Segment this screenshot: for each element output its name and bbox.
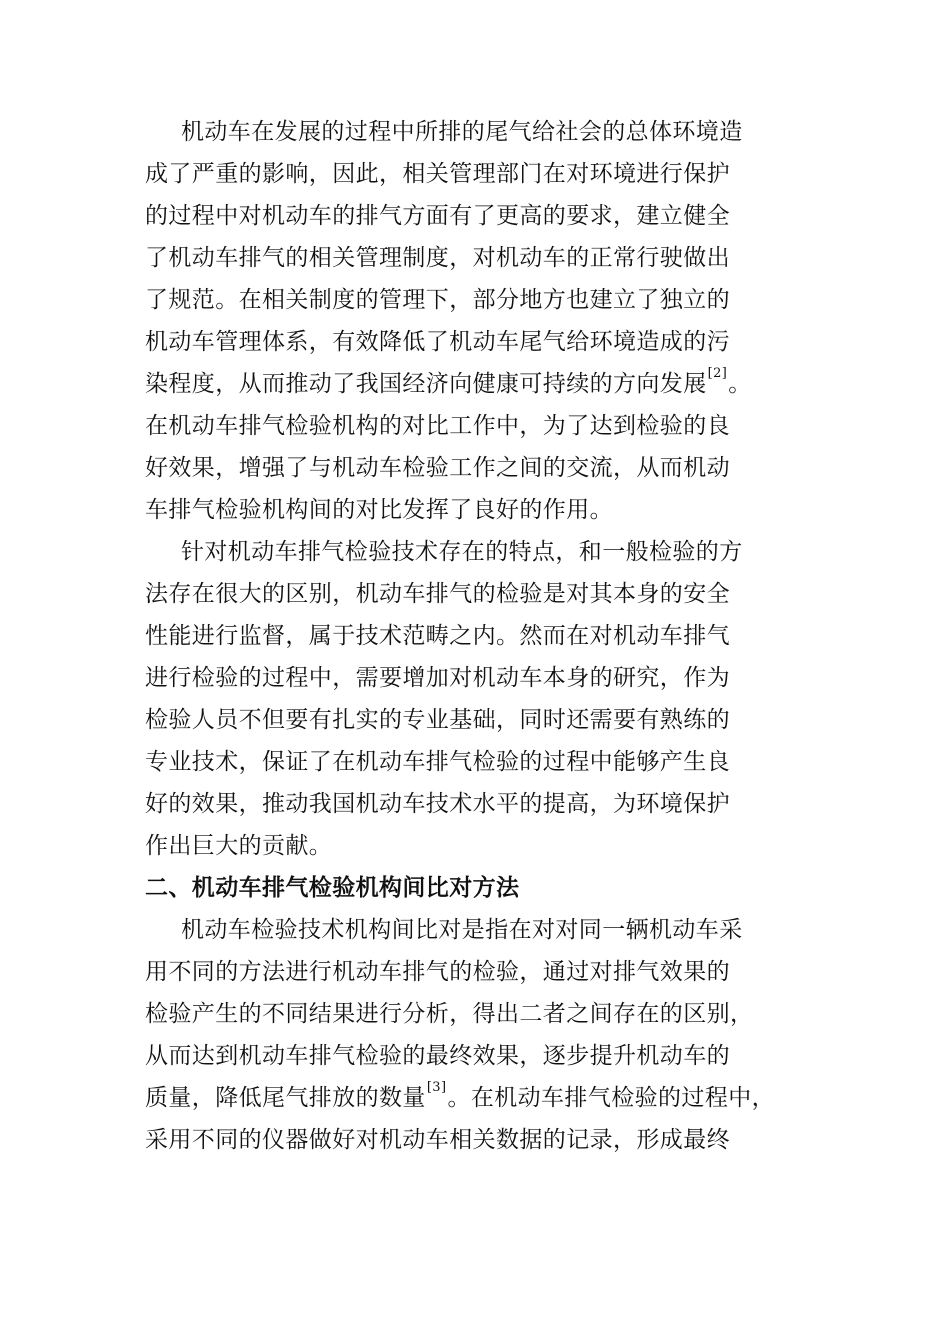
text-line: 法存在很大的区别，机动车排气的检验是对其本身的安全 [145, 581, 730, 607]
text-line: 专业技术，保证了在机动车排气检验的过程中能够产生良 [145, 749, 730, 775]
text-line-with-citation [145, 1077, 835, 1119]
text-line: 了规范。在相关制度的管理下，部分地方也建立了独立的 [145, 287, 730, 313]
text-line: 从而达到机动车排气检验的最终效果，逐步提升机动车的 [145, 1043, 730, 1069]
text-line: 机动车管理体系，有效降低了机动车尾气给环境造成的污 [145, 329, 730, 355]
section-heading: 二、机动车排气检验机构间比对方法 [145, 875, 520, 901]
text-line: 进行检验的过程中，需要增加对机动车本身的研究，作为 [145, 665, 730, 691]
text-line: 性能进行监督，属于技术范畴之内。然而在对机动车排气 [145, 623, 730, 649]
text-segment: 质量，降低尾气排放的数量 [145, 1085, 426, 1111]
text-line: 针对机动车排气检验技术存在的特点，和一般检验的方 [181, 539, 743, 565]
paragraph-2 [145, 531, 835, 867]
text-line: 作出巨大的贡献。 [145, 833, 333, 859]
text-line: 用不同的方法进行机动车排气的检验，通过对排气效果的 [145, 959, 730, 985]
text-line: 检验产生的不同结果进行分析，得出二者之间存在的区别， [145, 1001, 754, 1027]
text-line: 的过程中对机动车的排气方面有了更高的要求，建立健全 [145, 203, 730, 229]
text-segment: 。在机动车排气检验的过程中， [447, 1085, 776, 1111]
text-line: 机动车检验技术机构间比对是指在对对同一辆机动车采 [181, 917, 743, 943]
text-line: 检验人员不但要有扎实的专业基础，同时还需要有熟练的 [145, 707, 730, 733]
text-line: 好的效果，推动我国机动车技术水平的提高，为环境保护 [145, 791, 730, 817]
text-line: 好效果，增强了与机动车检验工作之间的交流，从而机动 [145, 455, 730, 481]
text-line: 采用不同的仪器做好对机动车相关数据的记录，形成最终 [145, 1127, 730, 1153]
text-line: 机动车在发展的过程中所排的尾气给社会的总体环境造 [181, 119, 743, 145]
citation-marker: [2] [707, 366, 728, 381]
paragraph-3 [145, 909, 835, 1161]
citation-marker: [3] [426, 1080, 447, 1095]
text-segment: 染程度，从而推动了我国经济向健康可持续的方向发展 [145, 371, 707, 397]
text-line: 成了严重的影响，因此，相关管理部门在对环境进行保护 [145, 161, 730, 187]
text-line-with-citation [145, 363, 835, 405]
text-line: 在机动车排气检验机构的对比工作中，为了达到检验的良 [145, 413, 730, 439]
document-body [145, 111, 835, 1161]
text-line: 车排气检验机构间的对比发挥了良好的作用。 [145, 497, 613, 523]
text-segment: 。 [728, 371, 752, 397]
text-line: 了机动车排气的相关管理制度，对机动车的正常行驶做出 [145, 245, 730, 271]
paragraph-1 [145, 111, 835, 531]
